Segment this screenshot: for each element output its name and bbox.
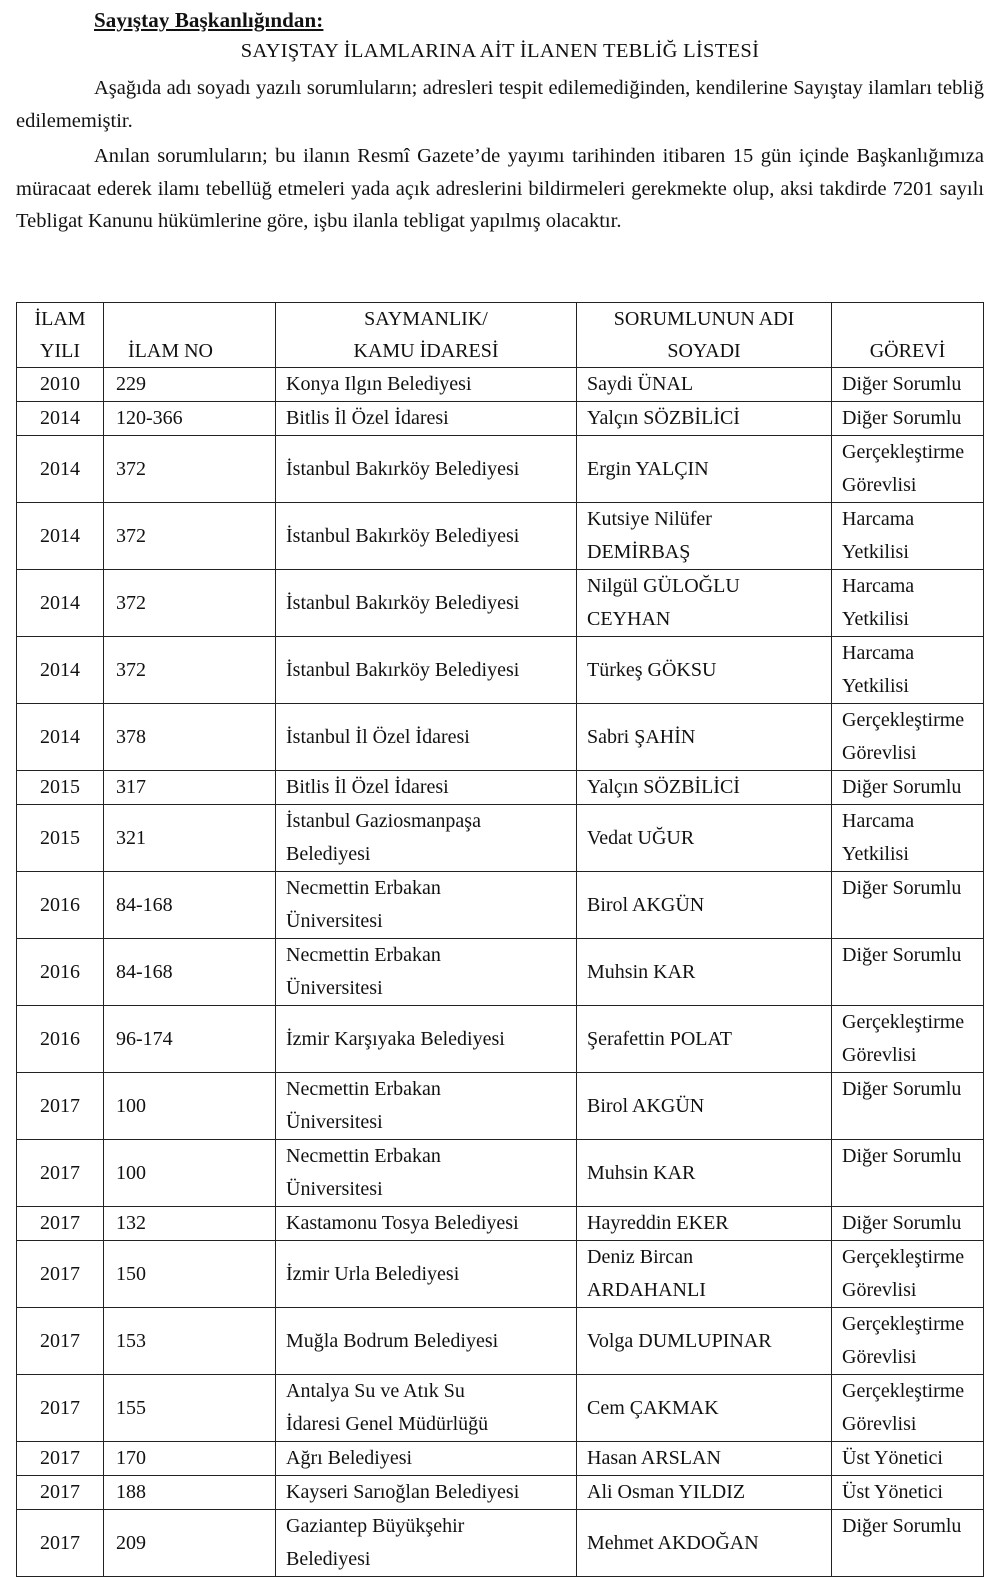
cell-name: Ali Osman YILDIZ: [577, 1476, 832, 1510]
cell-no: 96-174: [104, 1006, 276, 1073]
table-row: [17, 1140, 984, 1207]
cell-office: Bitlis İl Özel İdaresi: [276, 771, 577, 805]
cell-year: 2014: [17, 503, 104, 570]
table-row: [17, 704, 984, 771]
intro-paragraph: Aşağıda adı soyadı yazılı sorumluların; adresleri tespit edilemediğinden, kendilerine Sayıştay ilamları tebliğ edilememiştir.: [16, 77, 984, 132]
cell-no: 321: [104, 805, 276, 872]
cell-no: 372: [104, 436, 276, 503]
cell-duty: Diğer Sorumlu: [832, 1510, 984, 1577]
table-row: [17, 872, 984, 939]
table-row: [17, 805, 984, 872]
table-row: [17, 771, 984, 805]
table-row: [17, 368, 984, 402]
cell-name: Muhsin KAR: [577, 1140, 832, 1207]
cell-name: Sabri ŞAHİN: [577, 704, 832, 771]
cell-no: 150: [104, 1241, 276, 1308]
cell-no: 378: [104, 704, 276, 771]
cell-duty: Harcama Yetkilisi: [832, 503, 984, 570]
cell-duty: Diğer Sorumlu: [832, 402, 984, 436]
cell-year: 2014: [17, 402, 104, 436]
table-row: [17, 402, 984, 436]
cell-year: 2016: [17, 939, 104, 1006]
cell-name: Hayreddin EKER: [577, 1207, 832, 1241]
cell-name: Yalçın SÖZBİLİCİ: [577, 771, 832, 805]
table-row: [17, 1073, 984, 1140]
cell-name: Nilgül GÜLOĞLU CEYHAN: [577, 570, 832, 637]
table-row: [17, 1241, 984, 1308]
table-row: [17, 1442, 984, 1476]
cell-no: 84-168: [104, 939, 276, 1006]
cell-office: İstanbul Bakırköy Belediyesi: [276, 637, 577, 704]
cell-year: 2017: [17, 1510, 104, 1577]
table-row: [17, 503, 984, 570]
table-row: [17, 939, 984, 1006]
cell-year: 2017: [17, 1442, 104, 1476]
cell-duty: Üst Yönetici: [832, 1442, 984, 1476]
cell-no: 153: [104, 1308, 276, 1375]
cell-year: 2016: [17, 872, 104, 939]
header-year: İLAM YILI: [17, 303, 104, 368]
cell-year: 2017: [17, 1241, 104, 1308]
cell-duty: Harcama Yetkilisi: [832, 805, 984, 872]
cell-no: 372: [104, 570, 276, 637]
cell-year: 2014: [17, 704, 104, 771]
page-heading: Sayıştay Başkanlığından:: [94, 8, 324, 32]
cell-duty: Harcama Yetkilisi: [832, 637, 984, 704]
header-duty: GÖREVİ: [832, 303, 984, 368]
cell-no: 120-366: [104, 402, 276, 436]
cell-no: 229: [104, 368, 276, 402]
cell-no: 372: [104, 637, 276, 704]
cell-duty: Gerçekleştirme Görevlisi: [832, 1308, 984, 1375]
cell-office: Antalya Su ve Atık Su İdaresi Genel Müdürlüğü: [276, 1375, 577, 1442]
table-row: [17, 1375, 984, 1442]
cell-duty: Gerçekleştirme Görevlisi: [832, 436, 984, 503]
header-office: SAYMANLIK/ KAMU İDARESİ: [276, 303, 577, 368]
cell-year: 2017: [17, 1375, 104, 1442]
cell-no: 317: [104, 771, 276, 805]
cell-name: Türkeş GÖKSU: [577, 637, 832, 704]
cell-year: 2017: [17, 1073, 104, 1140]
cell-name: Birol AKGÜN: [577, 1073, 832, 1140]
cell-duty: Diğer Sorumlu: [832, 771, 984, 805]
cell-no: 155: [104, 1375, 276, 1442]
table-row: [17, 1308, 984, 1375]
cell-duty: Diğer Sorumlu: [832, 939, 984, 1006]
cell-office: Gaziantep Büyükşehir Belediyesi: [276, 1510, 577, 1577]
cell-year: 2017: [17, 1207, 104, 1241]
cell-name: Birol AKGÜN: [577, 872, 832, 939]
cell-no: 132: [104, 1207, 276, 1241]
notice-paragraph: Anılan sorumluların; bu ilanın Resmî Gazete’de yayımı tarihinden itibaren 15 gün içinde Başkanlığımıza müracaat ederek ilamı tebellüğ etmeleri yada açık adreslerini bildirmeleri gerekmekte olup, aksi takdirde 7201 sayılı Tebligat Kanunu hükümlerine göre, işbu ilanla tebligat yapılmış olacaktır.: [16, 145, 984, 232]
table-header-row: [17, 303, 984, 368]
table-row: [17, 1510, 984, 1577]
cell-year: 2010: [17, 368, 104, 402]
cell-name: Şerafettin POLAT: [577, 1006, 832, 1073]
cell-no: 209: [104, 1510, 276, 1577]
cell-year: 2014: [17, 637, 104, 704]
cell-name: Saydi ÜNAL: [577, 368, 832, 402]
table-body: [17, 368, 984, 1577]
cell-year: 2015: [17, 805, 104, 872]
cell-name: Mehmet AKDOĞAN: [577, 1510, 832, 1577]
table-row: [17, 1476, 984, 1510]
table-row: [17, 1006, 984, 1073]
cell-office: İstanbul Bakırköy Belediyesi: [276, 503, 577, 570]
cell-office: Muğla Bodrum Belediyesi: [276, 1308, 577, 1375]
cell-no: 84-168: [104, 872, 276, 939]
cell-year: 2014: [17, 570, 104, 637]
cell-duty: Diğer Sorumlu: [832, 1140, 984, 1207]
cell-duty: Gerçekleştirme Görevlisi: [832, 1241, 984, 1308]
cell-name: Yalçın SÖZBİLİCİ: [577, 402, 832, 436]
header-no: İLAM NO: [104, 303, 276, 368]
cell-duty: Diğer Sorumlu: [832, 872, 984, 939]
table-row: [17, 570, 984, 637]
table-row: [17, 637, 984, 704]
cell-name: Cem ÇAKMAK: [577, 1375, 832, 1442]
cell-name: Volga DUMLUPINAR: [577, 1308, 832, 1375]
cell-name: Vedat UĞUR: [577, 805, 832, 872]
cell-duty: Gerçekleştirme Görevlisi: [832, 1375, 984, 1442]
cell-office: İstanbul Bakırköy Belediyesi: [276, 436, 577, 503]
cell-office: İstanbul İl Özel İdaresi: [276, 704, 577, 771]
cell-office: Konya Ilgın Belediyesi: [276, 368, 577, 402]
cell-office: Kayseri Sarıoğlan Belediyesi: [276, 1476, 577, 1510]
cell-name: Muhsin KAR: [577, 939, 832, 1006]
cell-office: Necmettin Erbakan Üniversitesi: [276, 939, 577, 1006]
cell-year: 2014: [17, 436, 104, 503]
document-title: SAYIŞTAY İLAMLARINA AİT İLANEN TEBLİĞ LİSTESİ: [240, 40, 760, 62]
cell-year: 2017: [17, 1476, 104, 1510]
cell-office: İstanbul Gaziosmanpaşa Belediyesi: [276, 805, 577, 872]
cell-office: Necmettin Erbakan Üniversitesi: [276, 872, 577, 939]
cell-office: Bitlis İl Özel İdaresi: [276, 402, 577, 436]
cell-office: İzmir Urla Belediyesi: [276, 1241, 577, 1308]
cell-duty: Diğer Sorumlu: [832, 1207, 984, 1241]
cell-duty: Gerçekleştirme Görevlisi: [832, 704, 984, 771]
cell-office: Necmettin Erbakan Üniversitesi: [276, 1073, 577, 1140]
cell-no: 188: [104, 1476, 276, 1510]
cell-duty: Diğer Sorumlu: [832, 1073, 984, 1140]
cell-no: 100: [104, 1073, 276, 1140]
cell-office: İzmir Karşıyaka Belediyesi: [276, 1006, 577, 1073]
cell-name: Kutsiye Nilüfer DEMİRBAŞ: [577, 503, 832, 570]
table-row: [17, 436, 984, 503]
cell-duty: Diğer Sorumlu: [832, 368, 984, 402]
notification-table: [16, 302, 984, 1577]
table-row: [17, 1207, 984, 1241]
cell-name: Hasan ARSLAN: [577, 1442, 832, 1476]
cell-no: 170: [104, 1442, 276, 1476]
cell-no: 100: [104, 1140, 276, 1207]
header-name: SORUMLUNUN ADI SOYADI: [577, 303, 832, 368]
cell-office: Necmettin Erbakan Üniversitesi: [276, 1140, 577, 1207]
cell-name: Ergin YALÇIN: [577, 436, 832, 503]
cell-name: Deniz Bircan ARDAHANLI: [577, 1241, 832, 1308]
cell-year: 2016: [17, 1006, 104, 1073]
cell-no: 372: [104, 503, 276, 570]
cell-year: 2017: [17, 1308, 104, 1375]
cell-year: 2015: [17, 771, 104, 805]
cell-office: İstanbul Bakırköy Belediyesi: [276, 570, 577, 637]
cell-duty: Üst Yönetici: [832, 1476, 984, 1510]
cell-year: 2017: [17, 1140, 104, 1207]
cell-office: Kastamonu Tosya Belediyesi: [276, 1207, 577, 1241]
cell-duty: Harcama Yetkilisi: [832, 570, 984, 637]
cell-duty: Gerçekleştirme Görevlisi: [832, 1006, 984, 1073]
cell-office: Ağrı Belediyesi: [276, 1442, 577, 1476]
